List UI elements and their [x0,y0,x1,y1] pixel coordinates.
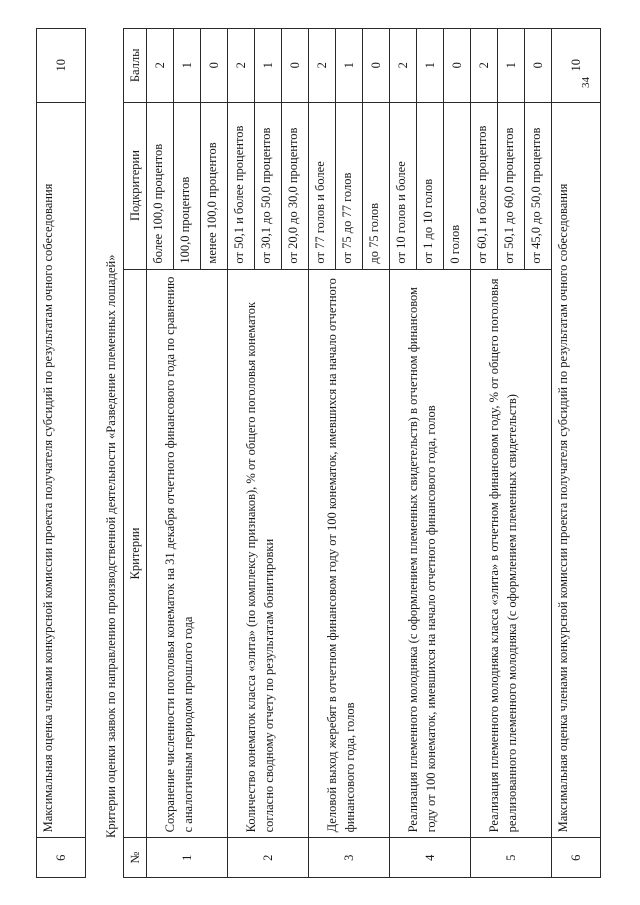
points-value: 0 [282,29,309,103]
subcriterion-text: от 50,1 и более процентов [228,102,255,269]
row-number: 6 [37,838,86,878]
table-row [390,29,417,878]
criterion-text: Количество конематок класса «элита» (по комплексу признаков), % от общего поголовья конематок согласно сводному отчету по результатам бонитировки [228,269,309,838]
points-value: 0 [201,29,228,103]
table-row [309,29,336,878]
subcriterion-text: более 100,0 процентов [147,102,174,269]
criteria-body [147,29,552,878]
subcriterion-text: от 1 до 10 голов [417,102,444,269]
points-value: 2 [471,29,498,103]
section-heading: Критерии оценки заявок по направлению производственной деятельности «Разведение племенных лошадей» [104,254,118,838]
table-row [147,29,174,878]
points-value: 2 [228,29,255,103]
points-value: 10 [552,29,601,103]
subcriterion-text: от 10 голов и более [390,102,417,269]
points-value: 10 [37,29,86,103]
criterion-text: Максимальная оценка членами конкурсной комиссии проекта получателя субсидий по результатам очного собеседования [37,102,86,838]
subcriterion-text: от 75 до 77 голов [336,102,363,269]
top-table [36,28,86,878]
points-value: 1 [255,29,282,103]
points-value: 1 [498,29,525,103]
table-row [37,29,86,878]
criteria-table [123,28,601,878]
table-row [552,29,601,878]
rotated-page-content [36,28,601,878]
subcriterion-text: от 50,1 до 60,0 процентов [498,102,525,269]
row-number: 2 [228,838,309,878]
header-points: Баллы [124,29,147,103]
row-number: 1 [147,838,228,878]
points-value: 1 [417,29,444,103]
points-value: 1 [174,29,201,103]
page-number: 34 [580,77,592,88]
criterion-text: Сохранение численности поголовья конематок на 31 декабря отчетного финансового года по сравнению с аналогичным периодом прошлого года [147,269,228,838]
subcriterion-text: от 20,0 до 30,0 процентов [282,102,309,269]
points-value: 2 [309,29,336,103]
header-criteria: Критерии [124,269,147,838]
criterion-text: Реализация племенного молодняка (с оформлением племенных свидетельств) в отчетном финансовом году от 100 конематок, имевшихся на начало отчетного финансового года, голов [390,269,471,838]
points-value: 0 [444,29,471,103]
table-row [471,29,498,878]
subcriterion-text: до 75 голов [363,102,390,269]
table-row [228,29,255,878]
row-number: 4 [390,838,471,878]
header-num: № [124,838,147,878]
points-value: 1 [336,29,363,103]
subcriterion-text: менее 100,0 процентов [201,102,228,269]
points-value: 2 [390,29,417,103]
header-subcriteria: Подкритерии [124,102,147,269]
subcriterion-text: 100,0 процентов [174,102,201,269]
criterion-text: Реализация племенного молодняка класса «элита» в отчетном финансовом году, % от общего поголовья реализованного племенного молодняка (с оформлением племенных свидетельств) [471,269,552,838]
criterion-text: Максимальная оценка членами конкурсной комиссии проекта получателя субсидий по результатам очного собеседования [552,102,601,838]
row-number: 6 [552,838,601,878]
points-value: 0 [525,29,552,103]
subcriterion-text: от 45,0 до 50,0 процентов [525,102,552,269]
points-value: 2 [147,29,174,103]
subcriterion-text: от 60,1 и более процентов [471,102,498,269]
row-number: 5 [471,838,552,878]
row-number: 3 [309,838,390,878]
table-header-row [124,29,147,878]
subcriterion-text: от 30,1 до 50,0 процентов [255,102,282,269]
points-value: 0 [363,29,390,103]
subcriterion-text: 0 голов [444,102,471,269]
criterion-text: Деловой выход жеребят в отчетном финансовом году от 100 конематок, имевшихся на начало отчетного финансового года, голов [309,269,390,838]
subcriterion-text: от 77 голов и более [309,102,336,269]
